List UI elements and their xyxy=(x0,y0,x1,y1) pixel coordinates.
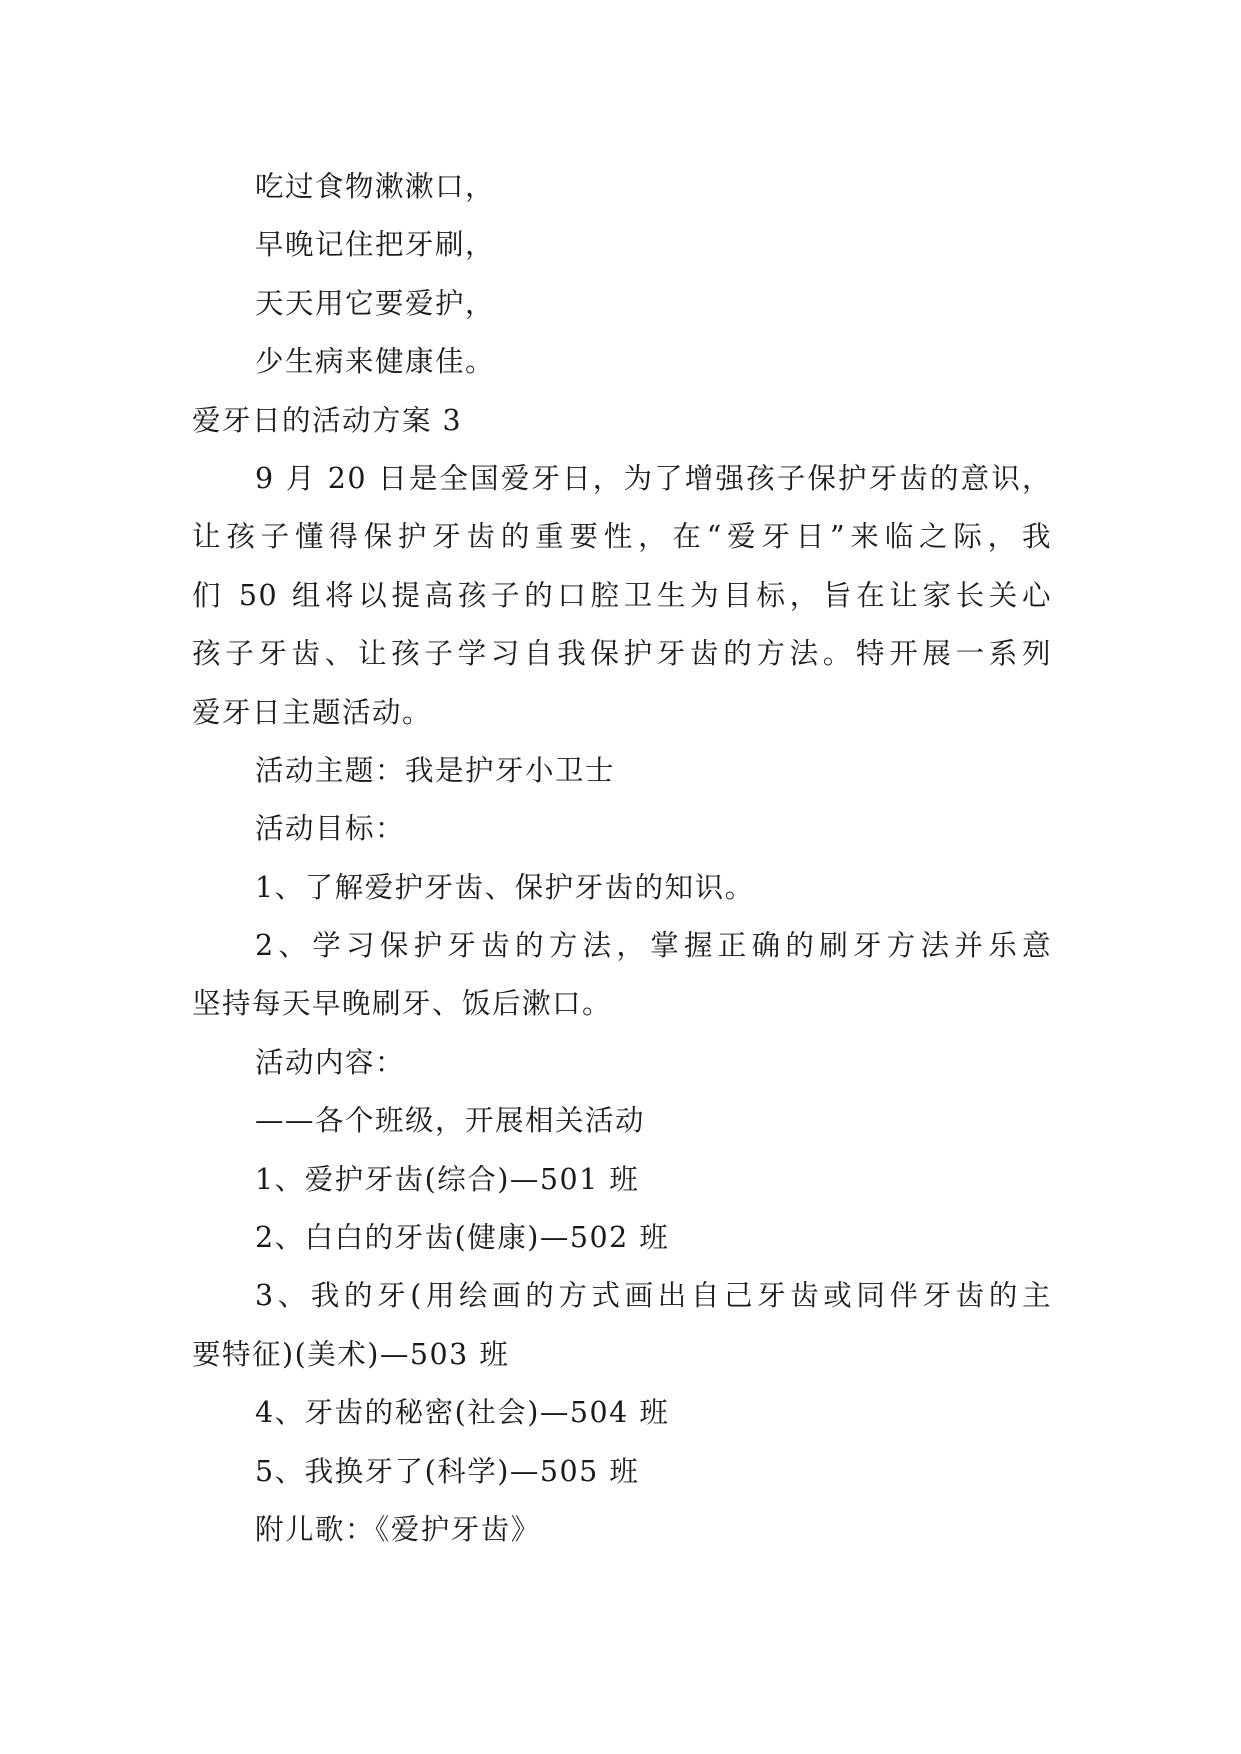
intro-paragraph-line: 孩子牙齿、让孩子学习自我保护牙齿的方法。特开展一系列 xyxy=(192,637,1052,671)
poem-line: 少生病来健康佳。 xyxy=(255,345,496,379)
document-body xyxy=(192,158,1052,1559)
goal-item: 2、学习保护牙齿的方法，掌握正确的刷牙方法并乐意 xyxy=(255,929,1052,963)
intro-paragraph-line: 们 50 组将以提高孩子的口腔卫生为目标，旨在让家长关心 xyxy=(192,578,1052,612)
poem-line: 早晚记住把牙刷， xyxy=(255,228,496,262)
class-activity-item: 1、爱护牙齿(综合)—501 班 xyxy=(255,1162,640,1196)
goal-item: 1、了解爱护牙齿、保护牙齿的知识。 xyxy=(255,870,755,904)
class-activity-item: 5、我换牙了(科学)—505 班 xyxy=(255,1454,640,1488)
class-activity-item: 3、我的牙(用绘画的方式画出自己牙齿或同伴牙齿的主 xyxy=(255,1279,1052,1313)
class-activity-item-continuation: 要特征)(美术)—503 班 xyxy=(192,1337,510,1371)
class-activity-item: 2、白白的牙齿(健康)—502 班 xyxy=(255,1221,670,1255)
goals-heading: 活动目标： xyxy=(255,812,406,846)
intro-paragraph-line: 爱牙日主题活动。 xyxy=(192,695,433,729)
class-activity-item: 4、牙齿的秘密(社会)—504 班 xyxy=(255,1396,670,1430)
content-subheading: ——各个班级，开展相关活动 xyxy=(255,1104,646,1138)
goal-item-continuation: 坚持每天早晚刷牙、饭后漱口。 xyxy=(192,987,613,1021)
activity-theme: 活动主题：我是护牙小卫士 xyxy=(255,753,616,787)
song-title: 附儿歌：《爱护牙齿》 xyxy=(255,1512,541,1546)
poem-line: 天天用它要爱护， xyxy=(255,286,496,320)
poem-line: 吃过食物漱漱口， xyxy=(255,170,496,203)
intro-paragraph-line: 让孩子懂得保护牙齿的重要性，在“爱牙日”来临之际，我 xyxy=(192,520,1052,554)
content-heading: 活动内容： xyxy=(255,1045,406,1079)
intro-paragraph-line: 9 月 20 日是全国爱牙日，为了增强孩子保护牙齿的意识， xyxy=(255,461,1052,495)
section-title: 爱牙日的活动方案 3 xyxy=(192,403,463,437)
